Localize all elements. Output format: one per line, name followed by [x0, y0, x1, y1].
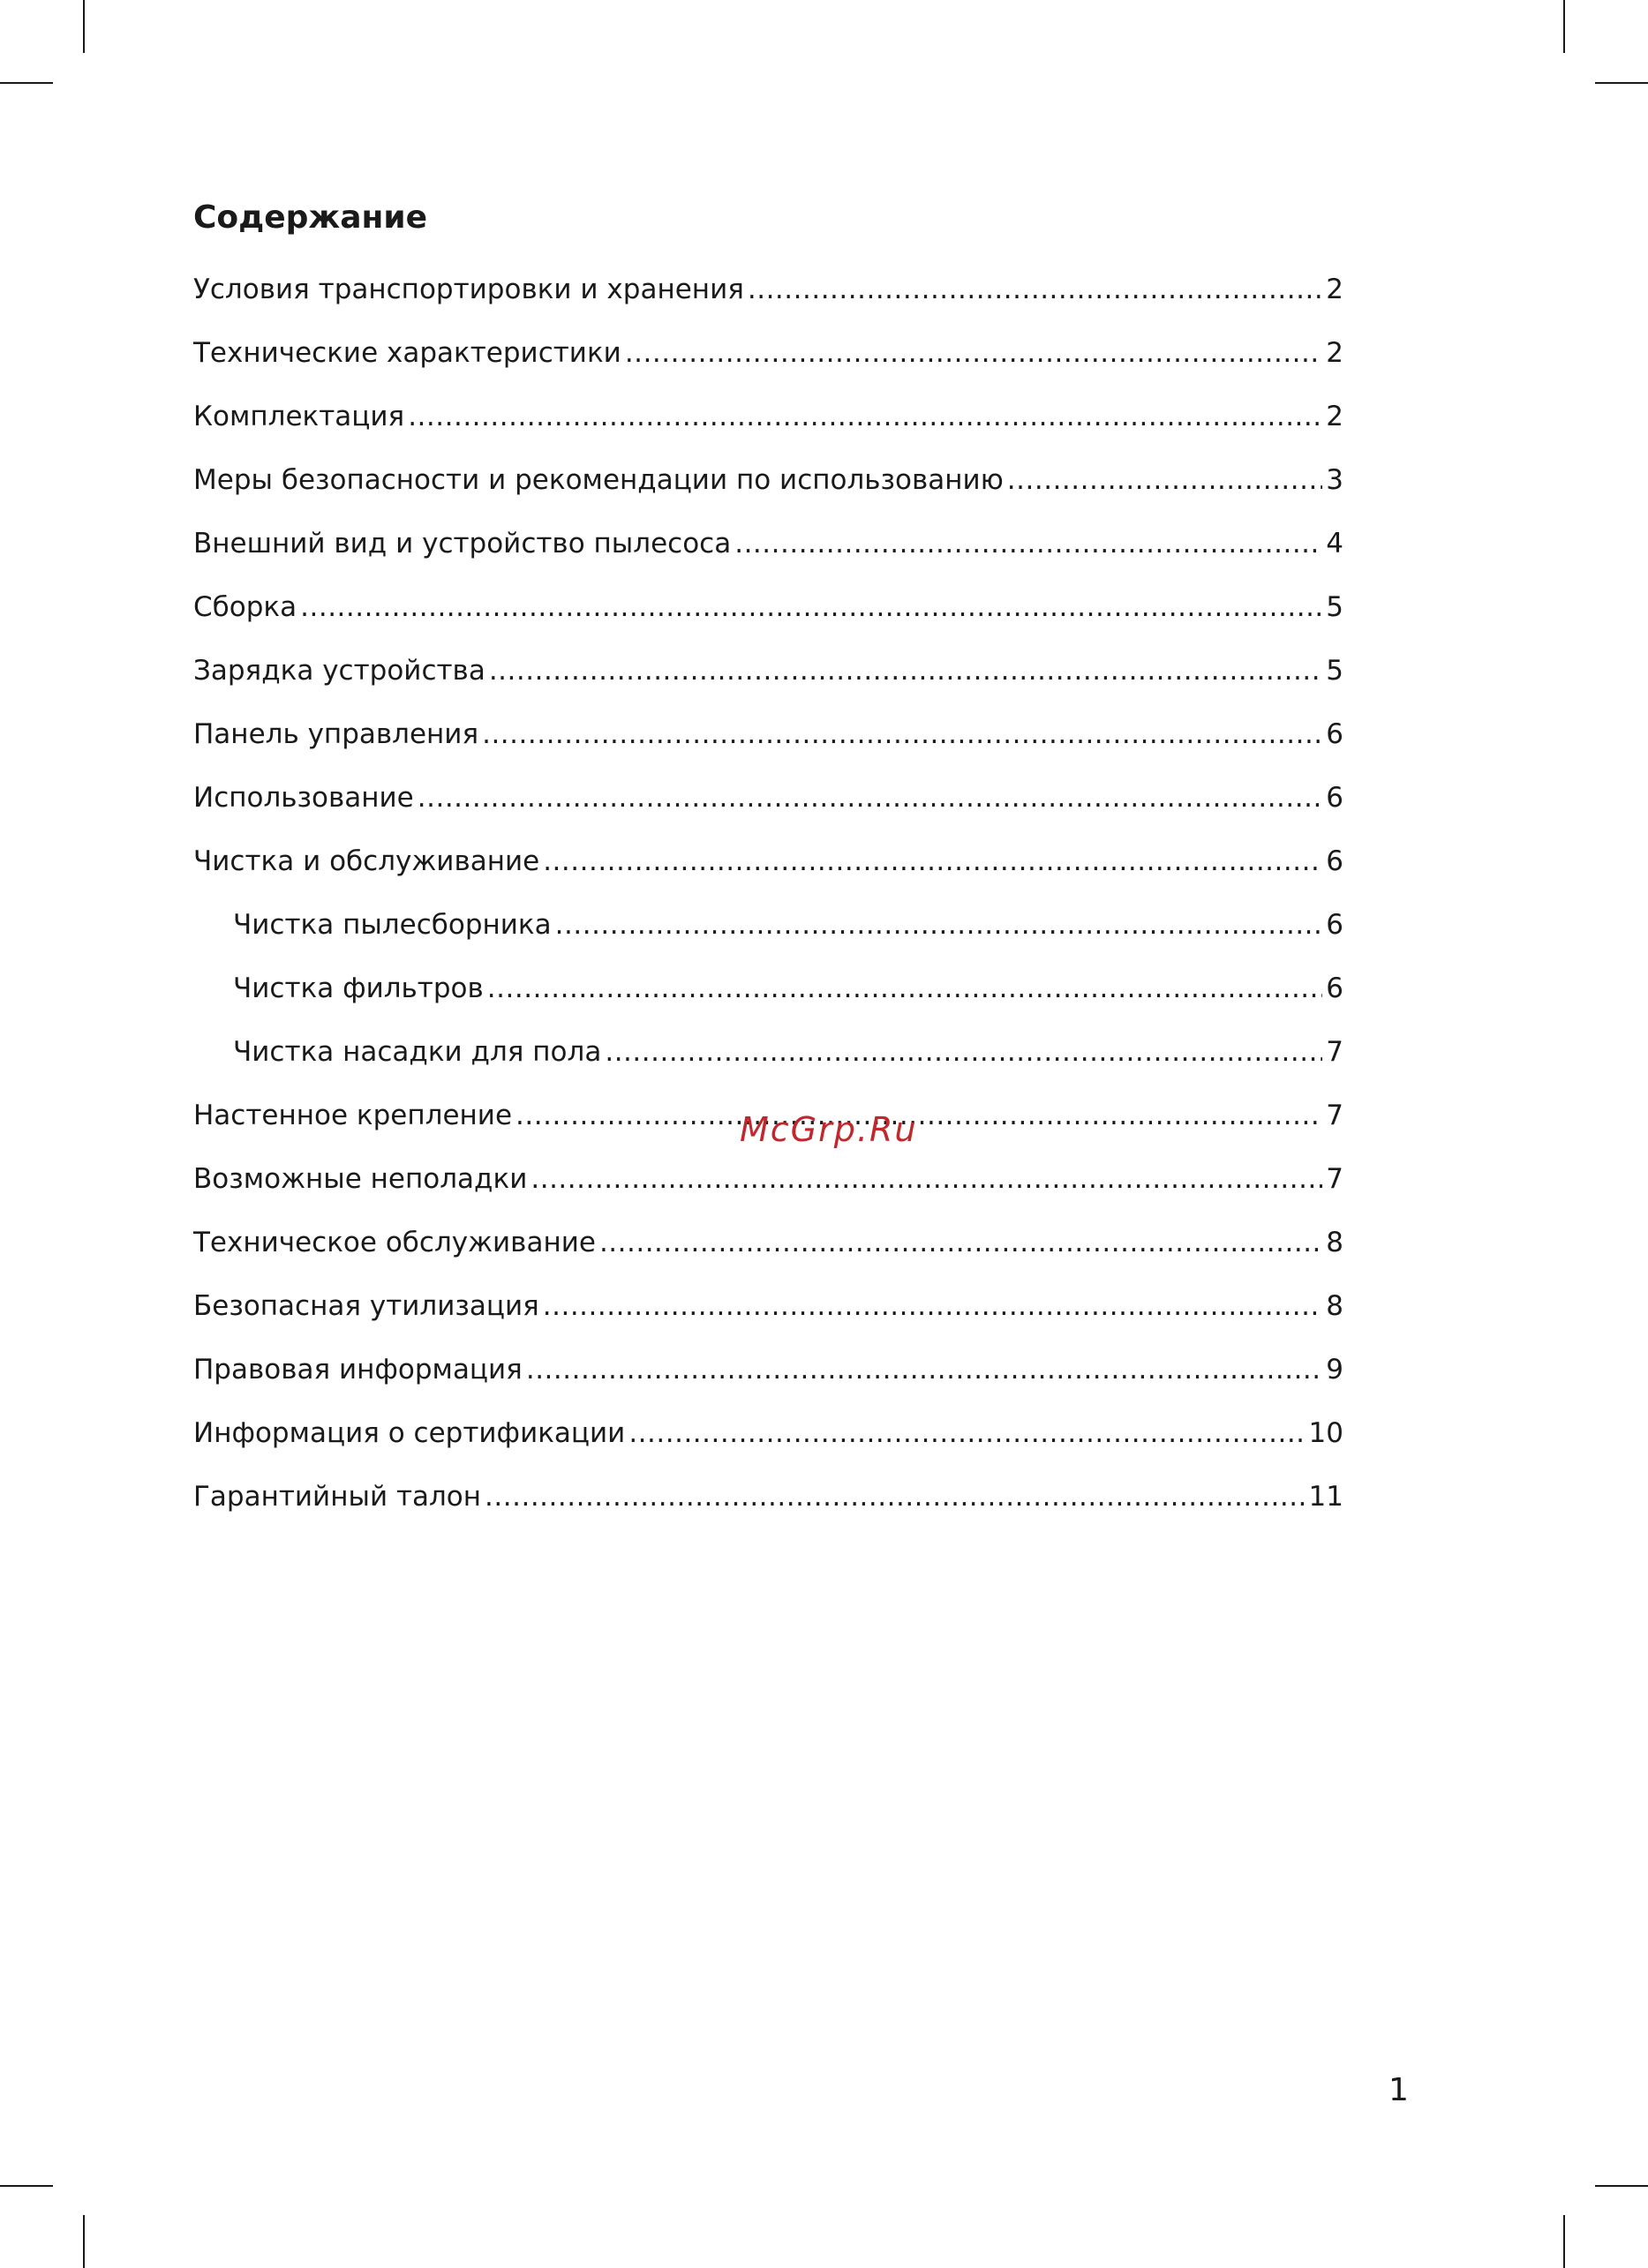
- toc-entry-page: 2: [1326, 401, 1343, 432]
- toc-dot-leader: [1007, 454, 1322, 507]
- toc-subentry[interactable]: [193, 898, 1343, 962]
- toc-entry-page: 7: [1326, 1100, 1343, 1131]
- toc-entry-page: 3: [1326, 464, 1343, 496]
- toc-entry-page: 6: [1326, 845, 1343, 877]
- toc-dot-leader: [485, 1470, 1306, 1523]
- toc-entry[interactable]: [193, 263, 1343, 327]
- toc-entry-page: 5: [1326, 655, 1343, 687]
- toc-entry-label: Меры безопасности и рекомендации по использованию: [193, 464, 1004, 496]
- toc-entry[interactable]: [193, 1343, 1343, 1407]
- toc-entry-label: Зарядка устройства: [193, 655, 485, 687]
- toc-dot-leader: [628, 1407, 1305, 1460]
- toc-entry-page: 7: [1326, 1163, 1343, 1195]
- toc-dot-leader: [489, 644, 1322, 697]
- toc-dot-leader: [300, 581, 1322, 634]
- toc-entry-label: Условия транспортировки и хранения: [193, 274, 744, 305]
- toc-entry-page: 6: [1326, 718, 1343, 750]
- toc-dot-leader: [543, 835, 1322, 888]
- toc-entry-page: 8: [1326, 1290, 1343, 1322]
- toc-entry[interactable]: [193, 1280, 1343, 1343]
- crop-mark-bottom-right-vertical: [1563, 2215, 1565, 2268]
- toc-entry-label: Правовая информация: [193, 1354, 523, 1386]
- toc-title: Содержание: [193, 199, 428, 236]
- page-number: 1: [1388, 2072, 1409, 2108]
- toc-entry-label: Чистка насадки для пола: [233, 1036, 602, 1068]
- crop-mark-top-right-horizontal: [1595, 82, 1648, 84]
- toc-entry-label: Техническое обслуживание: [193, 1227, 596, 1258]
- toc-list: [193, 263, 1343, 1534]
- toc-entry[interactable]: [193, 327, 1343, 390]
- toc-dot-leader: [748, 263, 1322, 316]
- toc-dot-leader: [487, 962, 1322, 1015]
- toc-dot-leader: [526, 1343, 1322, 1396]
- crop-mark-top-left-horizontal: [0, 82, 53, 84]
- toc-entry-label: Панель управления: [193, 718, 479, 750]
- toc-entry-label: Технические характеристики: [193, 337, 621, 369]
- toc-dot-leader: [605, 1025, 1322, 1078]
- toc-dot-leader: [543, 1280, 1323, 1333]
- toc-entry-label: Чистка пылесборника: [233, 909, 552, 941]
- toc-entry-page: 2: [1326, 274, 1343, 305]
- toc-entry-label: Чистка фильтров: [233, 973, 484, 1004]
- toc-dot-leader: [408, 390, 1322, 443]
- crop-mark-top-right-vertical: [1563, 0, 1565, 53]
- toc-dot-leader: [625, 327, 1322, 379]
- toc-entry-label: Сборка: [193, 591, 297, 623]
- toc-entry-label: Возможные неполадки: [193, 1163, 528, 1195]
- toc-subentry[interactable]: [193, 962, 1343, 1025]
- toc-entry[interactable]: [193, 708, 1343, 771]
- toc-dot-leader: [482, 708, 1322, 761]
- toc-subentry[interactable]: [193, 1025, 1343, 1089]
- toc-dot-leader: [515, 1089, 1322, 1142]
- toc-entry[interactable]: [193, 390, 1343, 454]
- toc-entry-label: Безопасная утилизация: [193, 1290, 539, 1322]
- toc-entry[interactable]: [193, 454, 1343, 517]
- toc-entry-page: 2: [1326, 337, 1343, 369]
- toc-entry[interactable]: [193, 1470, 1343, 1534]
- toc-entry-page: 7: [1326, 1036, 1343, 1068]
- toc-entry[interactable]: [193, 1153, 1343, 1216]
- toc-entry[interactable]: [193, 581, 1343, 644]
- toc-entry[interactable]: [193, 771, 1343, 835]
- toc-entry-label: Чистка и обслуживание: [193, 845, 540, 877]
- crop-mark-bottom-right-horizontal: [1595, 2185, 1648, 2187]
- toc-entry[interactable]: [193, 1407, 1343, 1470]
- toc-entry-page: 8: [1326, 1227, 1343, 1258]
- toc-entry-label: Настенное крепление: [193, 1100, 513, 1131]
- toc-entry-page: 6: [1326, 909, 1343, 941]
- toc-dot-leader: [555, 898, 1323, 951]
- toc-entry[interactable]: [193, 835, 1343, 898]
- toc-entry-page: 6: [1326, 782, 1343, 814]
- toc-dot-leader: [418, 771, 1323, 824]
- toc-entry[interactable]: [193, 1216, 1343, 1280]
- toc-entry-label: Информация о сертификации: [193, 1417, 626, 1449]
- toc-entry-page: 6: [1326, 973, 1343, 1004]
- toc-entry[interactable]: [193, 644, 1343, 708]
- watermark: McGrp.Ru: [740, 1110, 918, 1149]
- toc-entry-page: 11: [1308, 1481, 1343, 1513]
- toc-entry-label: Внешний вид и устройство пылесоса: [193, 528, 732, 559]
- toc-entry-page: 9: [1326, 1354, 1343, 1386]
- toc-entry-label: Комплектация: [193, 401, 405, 432]
- toc-dot-leader: [531, 1153, 1322, 1205]
- toc-dot-leader: [734, 517, 1322, 570]
- toc-entry[interactable]: [193, 517, 1343, 581]
- toc-entry-label: Использование: [193, 782, 414, 814]
- toc-entry-page: 4: [1326, 528, 1343, 559]
- toc-entry-page: 10: [1308, 1417, 1343, 1449]
- crop-mark-bottom-left-vertical: [83, 2215, 85, 2268]
- toc-dot-leader: [599, 1216, 1322, 1269]
- toc-entry-label: Гарантийный талон: [193, 1481, 482, 1513]
- crop-mark-top-left-vertical: [83, 0, 85, 53]
- crop-mark-bottom-left-horizontal: [0, 2185, 53, 2187]
- toc-entry-page: 5: [1326, 591, 1343, 623]
